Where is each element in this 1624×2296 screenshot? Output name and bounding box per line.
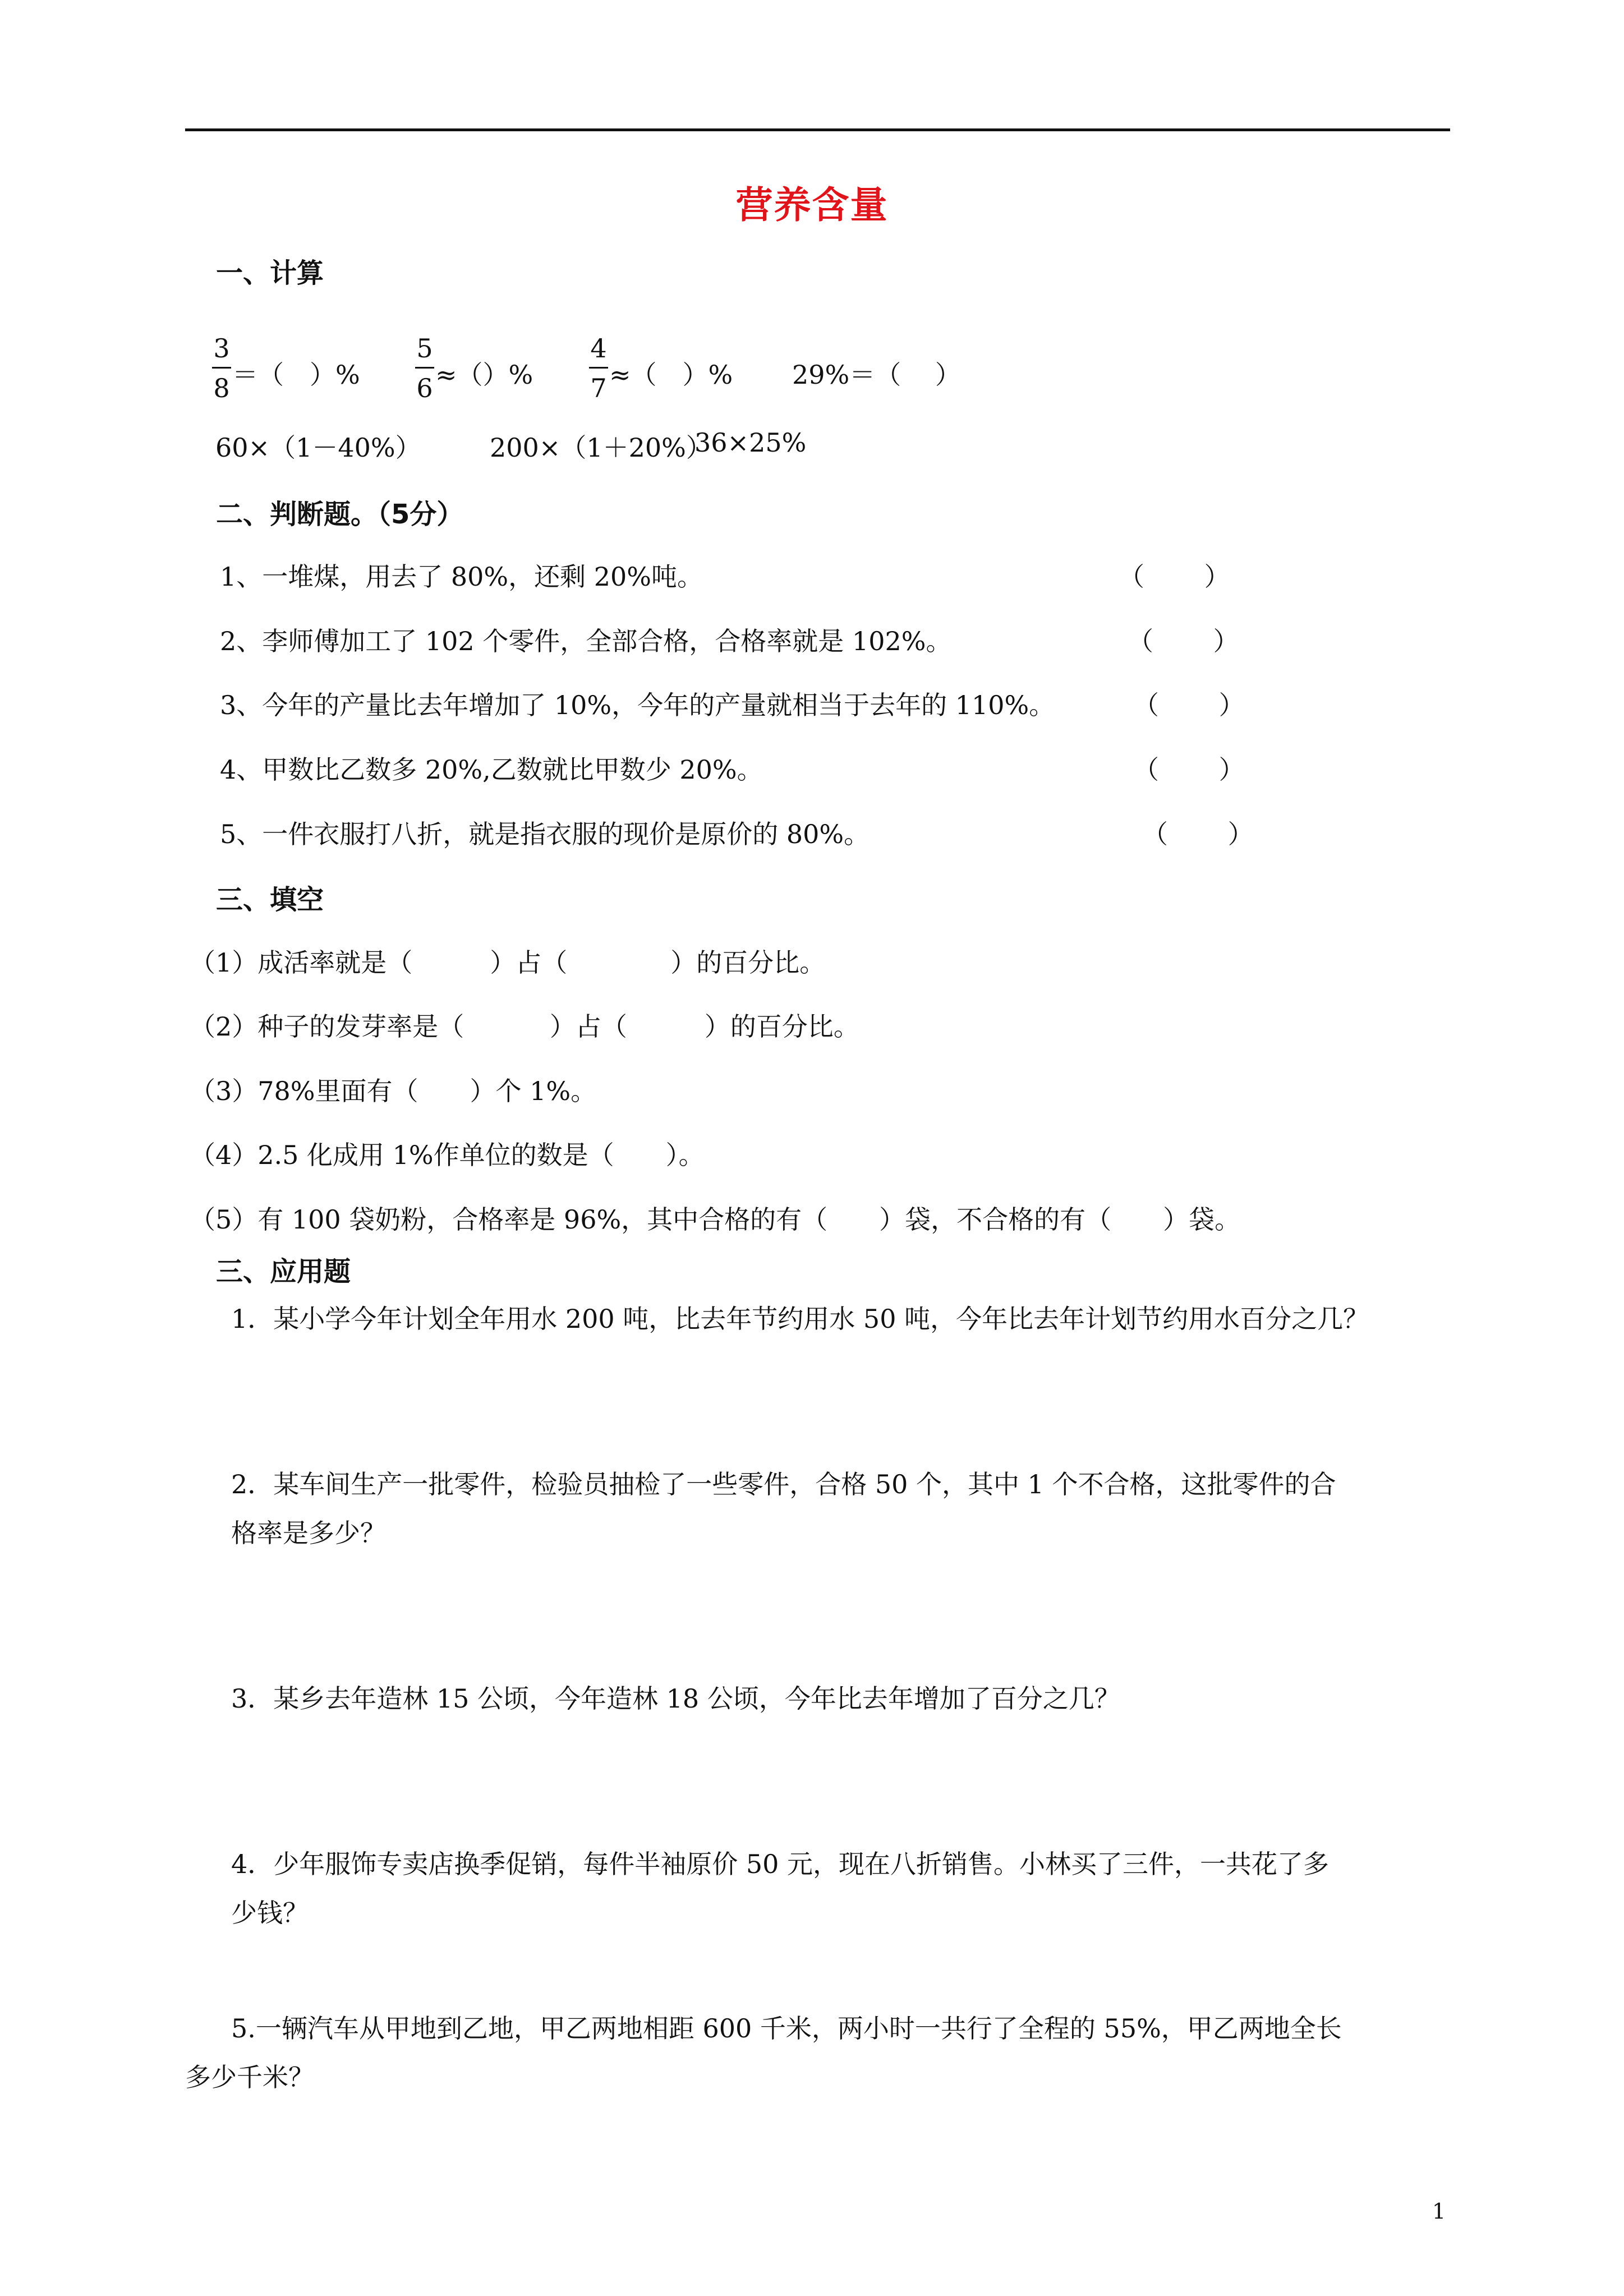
page-title: 营养含量	[735, 183, 889, 227]
fraction-bar	[589, 367, 608, 369]
calc-expression-2: 200×（1＋20%）	[490, 432, 712, 463]
fraction-4-7	[589, 331, 608, 406]
fraction-3-8	[212, 331, 231, 406]
calc-expression-3: 36×25%	[694, 427, 807, 458]
judge-item-5: 5、一件衣服打八折，就是指衣服的现价是原价的 80%。	[220, 819, 870, 849]
fill-item-1: （1）成活率就是（ ）占（ ）的百分比。	[190, 947, 826, 978]
fraction-answer-3: ≈（ ）%	[609, 360, 733, 390]
judge-blank-1: （ ）	[1119, 562, 1230, 592]
judge-item-3: 3、今年的产量比去年增加了 10%，今年的产量就相当于去年的 110%。	[220, 690, 1055, 720]
judge-blank-2: （ ）	[1128, 626, 1239, 656]
problem-5-line-1: 5.一辆汽车从甲地到乙地，甲乙两地相距 600 千米，两小时一共行了全程的 55%，甲乙两地全长	[231, 2013, 1342, 2044]
fraction-answer-2: ≈（）%	[435, 360, 533, 390]
fill-item-4: （4）2.5 化成用 1%作单位的数是（ ）。	[190, 1140, 705, 1170]
judge-blank-3: （ ）	[1133, 690, 1245, 720]
section-heading-calculation: 一、计算	[216, 257, 324, 289]
fraction-answer-1: ＝（ ）%	[232, 360, 360, 390]
section-heading-word-problems: 三、应用题	[216, 1256, 351, 1287]
fraction-denominator: 8	[213, 373, 230, 403]
problem-4-line-2: 少钱？	[231, 1898, 309, 1928]
fraction-denominator: 6	[416, 373, 433, 403]
fraction-numerator: 5	[416, 333, 433, 364]
fraction-bar	[415, 367, 434, 369]
problem-2-line-2: 格率是多少？	[231, 1518, 386, 1548]
calc-expression-1: 60×（1－40%）	[215, 432, 421, 463]
problem-3: 3．某乡去年造林 15 公顷，今年造林 18 公顷，今年比去年增加了百分之几？	[231, 1683, 1120, 1714]
problem-5-line-2: 多少千米？	[185, 2062, 314, 2092]
fraction-numerator: 3	[213, 333, 230, 364]
judge-item-2: 2、李师傅加工了 102 个零件，全部合格，合格率就是 102%。	[220, 626, 952, 656]
problem-2-line-1: 2．某车间生产一批零件，检验员抽检了一些零件，合格 50 个，其中 1 个不合格，这批零件的合	[231, 1469, 1336, 1499]
fill-item-5: （5）有 100 袋奶粉，合格率是 96%，其中合格的有（ ）袋，不合格的有（ ）袋。	[190, 1204, 1241, 1235]
problem-1: 1．某小学今年计划全年用水 200 吨，比去年节约用水 50 吨，今年比去年计划节约用水百分之几？	[231, 1304, 1369, 1334]
judge-item-4: 4、甲数比乙数多 20%,乙数就比甲数少 20%。	[220, 754, 763, 785]
judge-item-1: 1、一堆煤，用去了 80%，还剩 20%吨。	[220, 562, 703, 592]
page-number: 1	[1432, 2199, 1446, 2224]
section-heading-fill-blank: 三、填空	[216, 884, 324, 915]
percent-question: 29%＝（ ）	[792, 360, 961, 390]
judge-blank-5: （ ）	[1142, 819, 1254, 849]
fraction-numerator: 4	[590, 333, 607, 364]
problem-4-line-1: 4．少年服饰专卖店换季促销，每件半袖原价 50 元，现在八折销售。小林买了三件，一共花了多	[231, 1849, 1329, 1879]
fraction-bar	[212, 367, 231, 369]
section-heading-true-false: 二、判断题。（5分）	[216, 499, 464, 530]
fraction-denominator: 7	[590, 373, 607, 403]
header-rule	[185, 128, 1450, 131]
fill-item-2: （2）种子的发芽率是（ ）占（ ）的百分比。	[190, 1011, 859, 1042]
judge-blank-4: （ ）	[1133, 754, 1245, 785]
fill-item-3: （3）78%里面有（ ）个 1%。	[190, 1076, 597, 1106]
fraction-5-6	[415, 331, 434, 406]
